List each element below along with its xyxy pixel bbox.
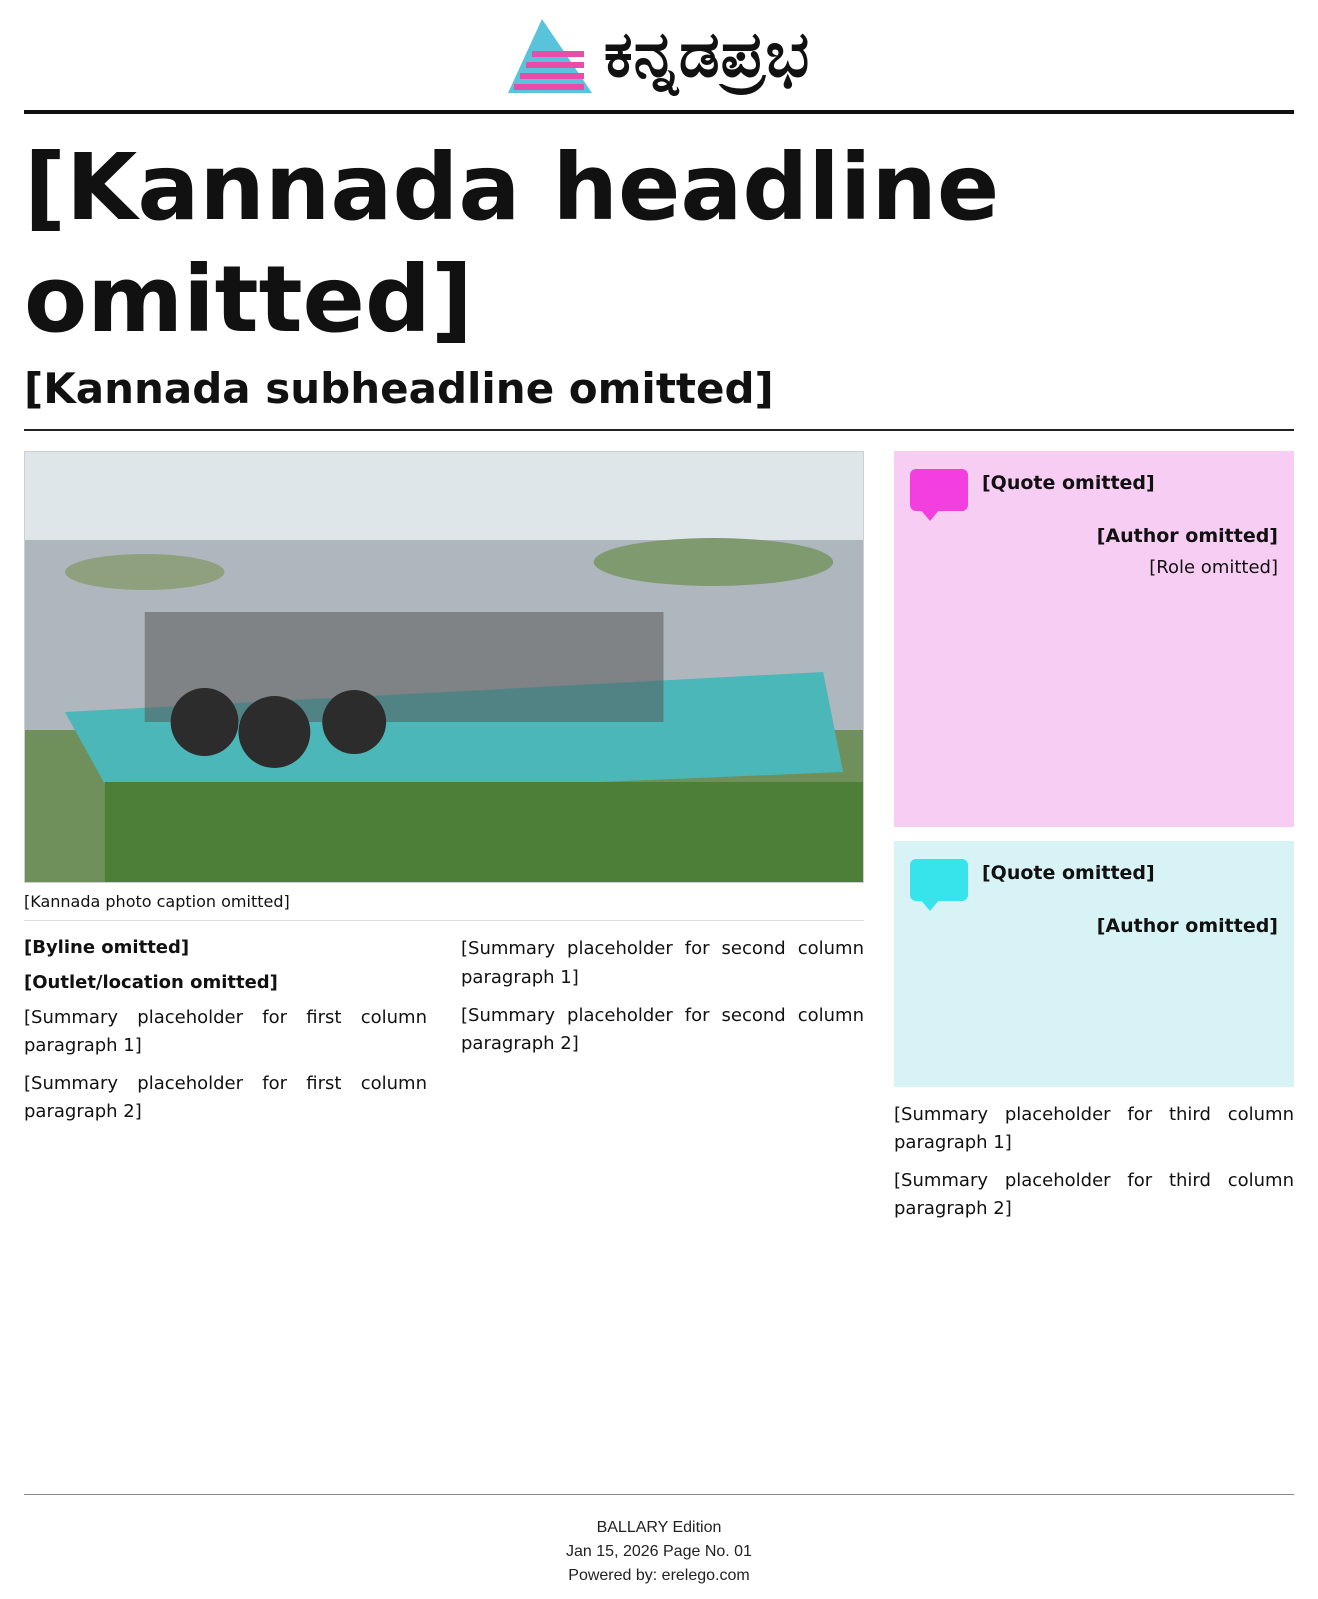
col2-paragraph-2: [Summary placeholder for second column paragraph 2] <box>461 1004 864 1054</box>
col1-paragraph-1: [Summary placeholder for first column paragraph 1] <box>24 1006 427 1056</box>
subheadline: [Kannada subheadline omitted] <box>24 364 1294 430</box>
quote-box-1 <box>894 451 1294 827</box>
brand-name: ಕನ್ನಡಪ್ರಭ <box>603 18 811 92</box>
footer-edition: BALLARY Edition <box>596 1519 722 1536</box>
quote-box-2-head <box>910 859 1278 901</box>
col2-paragraph-1: [Summary placeholder for second column paragraph 1] <box>461 938 864 988</box>
quote-1-role: [Role omitted] <box>1149 556 1278 578</box>
byline-outlet: [Outlet/location omitted] <box>24 971 278 993</box>
quote-2-author: [Author omitted] <box>1096 914 1278 937</box>
article-columns <box>24 935 864 1136</box>
article-column-2 <box>461 935 864 1136</box>
brand-logo-icon <box>508 17 592 93</box>
footer-powered-by: Powered by: erelego.com <box>568 1567 750 1584</box>
quote-box-2 <box>894 841 1294 1087</box>
main-article <box>24 451 864 1233</box>
col1-paragraph-2: [Summary placeholder for first column paragraph 2] <box>24 1072 427 1122</box>
content-grid <box>24 451 1294 1233</box>
footer-rule <box>24 1494 1294 1495</box>
photo-caption: [Kannada photo caption omitted] <box>24 891 864 922</box>
article-column-1 <box>24 935 427 1136</box>
speech-bubble-icon <box>910 469 968 511</box>
speech-bubble-icon <box>910 859 968 901</box>
footer <box>0 1513 1318 1591</box>
quote-2-text: [Quote omitted] <box>982 861 1155 884</box>
right-column <box>894 451 1294 1233</box>
byline-name: [Byline omitted] <box>24 937 190 959</box>
col3-paragraph-1: [Summary placeholder for third column paragraph 1] <box>894 1103 1294 1153</box>
photo <box>24 451 864 883</box>
quote-box-1-head <box>910 469 1278 511</box>
headline: [Kannada headline omitted] <box>24 134 1000 354</box>
footer-date-page: Jan 15, 2026 Page No. 01 <box>566 1543 752 1560</box>
quote-1-author: [Author omitted] <box>1096 524 1278 547</box>
quote-1-text: [Quote omitted] <box>982 471 1155 494</box>
col3-paragraph-2: [Summary placeholder for third column paragraph 2] <box>894 1170 1294 1220</box>
masthead <box>24 0 1294 114</box>
